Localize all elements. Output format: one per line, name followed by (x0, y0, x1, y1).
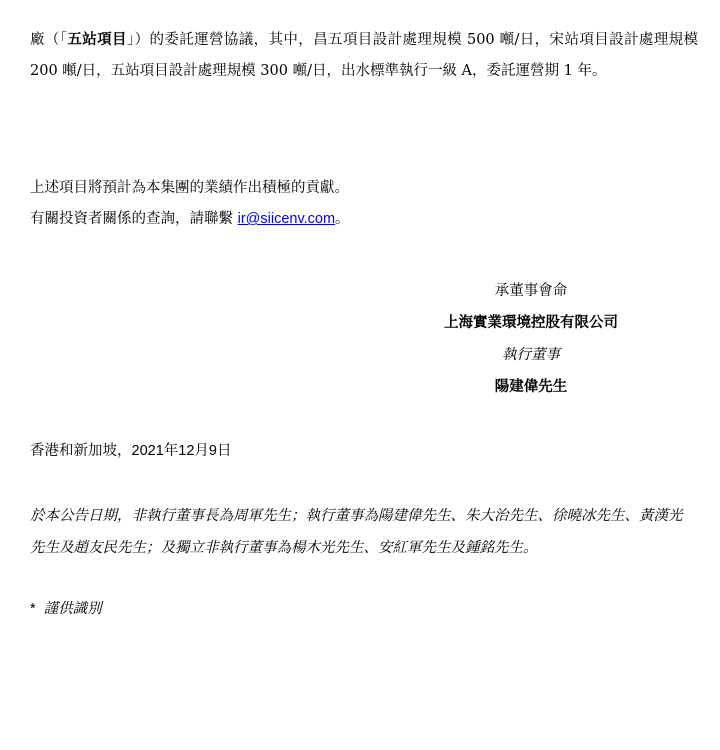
signature-title: 執行董事 (502, 347, 560, 363)
contact-email-link[interactable]: ir@siicenv.com (237, 211, 336, 227)
signature-company: 上海實業環境控股有限公司 (444, 314, 618, 331)
dateline (30, 439, 231, 460)
signature-by-order: 承董事會命 (494, 283, 568, 299)
contribution-statement: 上述項目將預計為本集團的業績作出積極的貢獻。 (30, 180, 349, 196)
footnote (30, 597, 102, 618)
project-paragraph (30, 24, 698, 87)
directors-statement: 於本公告日期，非執行董事長為周軍先生；執行董事為陽建偉先生、朱大治先生、徐曉冰先生、黃漢光先生及趙友民先生；及獨立非執行董事為楊木光先生、安紅軍先生及鍾銘先生。 (30, 508, 683, 556)
project-name-bold: 五站項目 (67, 31, 127, 48)
signature-name: 陽建偉先生 (494, 378, 568, 395)
investor-contact-line (30, 207, 350, 228)
footnote-text: 謹供識別 (43, 601, 102, 617)
project-paragraph-part2: 」）的委託運營協議，其中，昌五項目設計處理規模 500 噸/日，宋站項目設計處理規模 200 噸/日，五站項目設計處理規模 300 噸/日，出水標準執行一級 A，委託運營期 1 年。 (30, 32, 699, 79)
dateline-place: 香港和新加坡， (30, 443, 132, 459)
dateline-date: 2021年12月9日 (131, 443, 232, 459)
contact-prefix: 有關投資者關係的查詢，請聯繫 (30, 211, 233, 227)
project-paragraph-part1: 廠（「 (30, 32, 68, 48)
contact-suffix: 。 (335, 211, 350, 227)
footnote-star: * (30, 601, 36, 617)
